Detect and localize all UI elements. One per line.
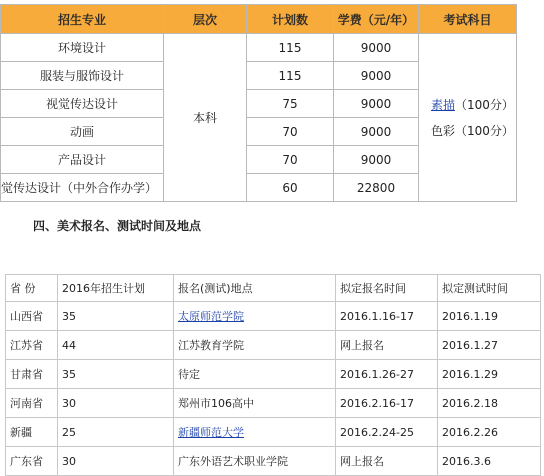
location-cell: 郑州市106高中 [174,389,336,418]
table-row [6,360,541,389]
location-cell: 待定 [174,360,336,389]
major-cell: 产品设计 [1,146,164,174]
location-link[interactable]: 新疆师范大学 [178,426,244,439]
location-cell: 广东外语艺术职业学院 [174,447,336,476]
registration-schedule-table [5,274,541,476]
table-row [6,418,541,447]
test-time-cell: 2016.1.27 [438,331,541,360]
sketch-link[interactable]: 素描 [431,97,456,112]
table-header-row [6,275,541,302]
fee-cell: 9000 [334,90,419,118]
level-cell: 本科 [164,34,247,202]
location-cell [174,302,336,331]
test-time-cell: 2016.1.29 [438,360,541,389]
test-time-cell: 2016.2.26 [438,418,541,447]
header-location: 报名(测试)地点 [174,275,336,302]
table-row [6,447,541,476]
plan-cell: 44 [58,331,174,360]
reg-time-cell: 2016.1.26-27 [336,360,438,389]
major-cell: 觉传达设计（中外合作办学） [1,174,164,202]
province-cell: 河南省 [6,389,58,418]
plan-cell: 115 [247,34,334,62]
major-cell: 环境设计 [1,34,164,62]
table-row [6,302,541,331]
major-cell: 服装与服饰设计 [1,62,164,90]
major-cell: 视觉传达设计 [1,90,164,118]
plan-cell: 30 [58,389,174,418]
province-cell: 甘肃省 [6,360,58,389]
plan-cell: 75 [247,90,334,118]
province-cell: 新疆 [6,418,58,447]
fee-cell: 9000 [334,118,419,146]
table-row [6,389,541,418]
reg-time-cell: 网上报名 [336,331,438,360]
fee-cell: 22800 [334,174,419,202]
plan-cell: 70 [247,118,334,146]
province-cell: 江苏省 [6,331,58,360]
plan-cell: 35 [58,360,174,389]
location-link[interactable]: 太原师范学院 [178,310,244,323]
table-row [6,331,541,360]
sketch-score: （100分） [455,97,514,112]
header-plan-2016: 2016年招生计划 [58,275,174,302]
province-cell: 广东省 [6,447,58,476]
plan-cell: 35 [58,302,174,331]
province-cell: 山西省 [6,302,58,331]
plan-cell: 70 [247,146,334,174]
header-reg-time: 拟定报名时间 [336,275,438,302]
reg-time-cell: 2016.1.16-17 [336,302,438,331]
header-subjects: 考试科目 [419,5,517,34]
test-time-cell: 2016.1.19 [438,302,541,331]
header-fee: 学费（元/年） [334,5,419,34]
header-province: 省 份 [6,275,58,302]
header-test-time: 拟定测试时间 [438,275,541,302]
plan-cell: 115 [247,62,334,90]
header-plan: 计划数 [247,5,334,34]
fee-cell: 9000 [334,146,419,174]
header-major: 招生专业 [1,5,164,34]
subjects-cell [419,34,517,202]
section-heading: 四、美术报名、测试时间及地点 [33,219,202,233]
plan-cell: 25 [58,418,174,447]
table-row [1,34,517,62]
location-cell [174,418,336,447]
location-cell: 江苏教育学院 [174,331,336,360]
test-time-cell: 2016.3.6 [438,447,541,476]
fee-cell: 9000 [334,34,419,62]
reg-time-cell: 2016.2.24-25 [336,418,438,447]
major-cell: 动画 [1,118,164,146]
table-header-row [1,5,517,34]
test-time-cell: 2016.2.18 [438,389,541,418]
reg-time-cell: 2016.2.16-17 [336,389,438,418]
enrollment-plan-table [0,4,517,202]
plan-cell: 60 [247,174,334,202]
reg-time-cell: 网上报名 [336,447,438,476]
color-subject: 色彩（100分） [431,123,514,138]
header-level: 层次 [164,5,247,34]
fee-cell: 9000 [334,62,419,90]
plan-cell: 30 [58,447,174,476]
